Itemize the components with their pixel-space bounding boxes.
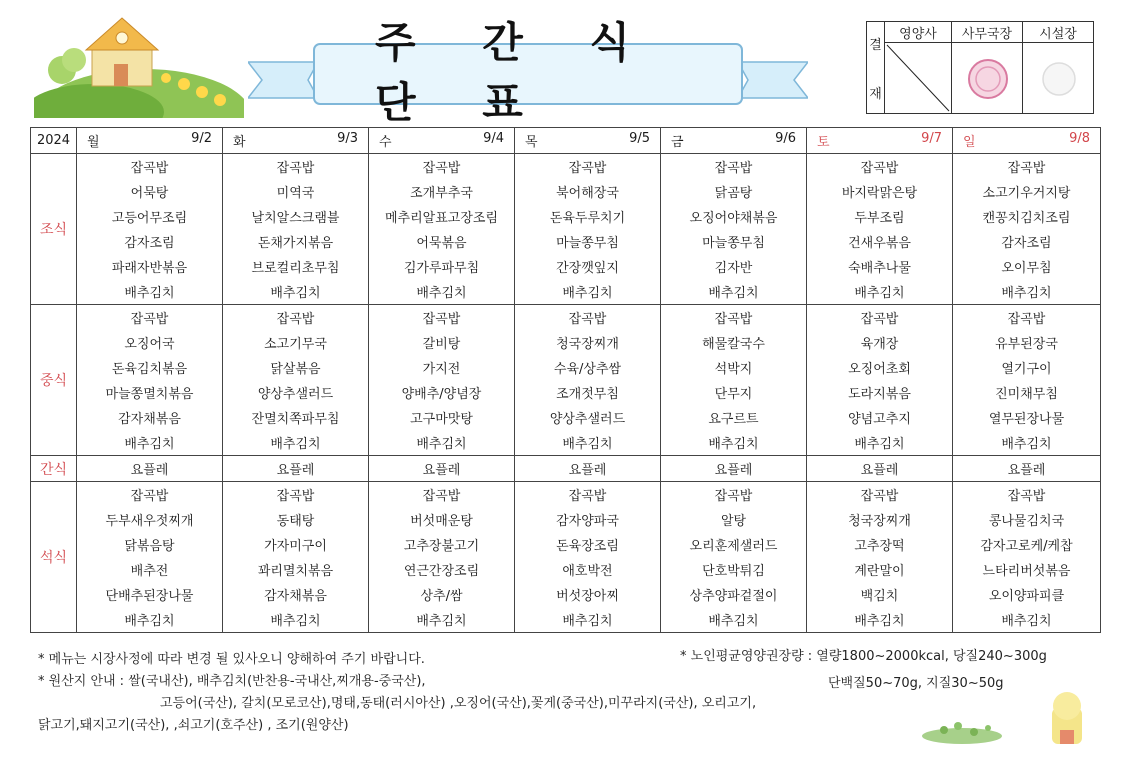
menu-item: 잡곡밥 <box>807 305 953 331</box>
menu-item: 단배추된장나물 <box>77 582 223 607</box>
menu-item: 닭살볶음 <box>223 355 369 380</box>
menu-item: 열기구이 <box>953 355 1101 380</box>
menu-item: 잡곡밥 <box>369 154 515 180</box>
menu-item: 배추김치 <box>807 430 953 456</box>
menu-item: 양상추샐러드 <box>515 405 661 430</box>
weekly-menu-table <box>30 127 1101 633</box>
menu-item: 배추김치 <box>369 279 515 305</box>
day-header-row <box>31 128 1101 154</box>
menu-item: 마늘쫑무침 <box>515 229 661 254</box>
menu-item: 육개장 <box>807 330 953 355</box>
menu-row <box>31 607 1101 633</box>
seal-stamp-icon <box>952 43 1022 113</box>
menu-row <box>31 482 1101 508</box>
menu-item: 파래자반볶음 <box>77 254 223 279</box>
house-hill-illustration <box>34 12 244 118</box>
menu-row <box>31 179 1101 204</box>
menu-item: 배추김치 <box>77 430 223 456</box>
menu-item: 동태탕 <box>223 507 369 532</box>
menu-item: 조개젓무침 <box>515 380 661 405</box>
approval-header-nutritionist: 영양사 <box>885 22 952 43</box>
day-header-sun: 일 9/8 <box>953 128 1101 154</box>
menu-item: 배추김치 <box>807 279 953 305</box>
menu-row <box>31 154 1101 180</box>
menu-item: 잡곡밥 <box>807 482 953 508</box>
day-header-wed: 수 9/4 <box>369 128 515 154</box>
menu-item: 느타리버섯볶음 <box>953 557 1101 582</box>
menu-item: 메추리알표고장조림 <box>369 204 515 229</box>
menu-item: 미역국 <box>223 179 369 204</box>
menu-item: 감자채볶음 <box>77 405 223 430</box>
menu-row <box>31 405 1101 430</box>
menu-item: 잔멸치쪽파무침 <box>223 405 369 430</box>
menu-item: 오이양파피클 <box>953 582 1101 607</box>
menu-item: 잡곡밥 <box>661 154 807 180</box>
menu-item: 어묵탕 <box>77 179 223 204</box>
garden-illustration <box>922 686 1102 750</box>
menu-item: 잡곡밥 <box>953 154 1101 180</box>
menu-item: 잡곡밥 <box>953 305 1101 331</box>
menu-item: 콩나물김치국 <box>953 507 1101 532</box>
signature-nutritionist <box>885 43 952 114</box>
menu-item: 잡곡밥 <box>661 305 807 331</box>
menu-item: 건새우볶음 <box>807 229 953 254</box>
menu-item: 어묵볶음 <box>369 229 515 254</box>
menu-item: 열무된장나물 <box>953 405 1101 430</box>
menu-item: 유부된장국 <box>953 330 1101 355</box>
menu-item: 도라지볶음 <box>807 380 953 405</box>
menu-item: 소고기무국 <box>223 330 369 355</box>
menu-item: 배추김치 <box>223 430 369 456</box>
menu-item: 꽈리멸치볶음 <box>223 557 369 582</box>
approval-header-director: 시설장 <box>1023 22 1094 43</box>
menu-item: 바지락맑은탕 <box>807 179 953 204</box>
year-cell: 2024 <box>31 128 77 154</box>
menu-item: 캔꽁치김치조림 <box>953 204 1101 229</box>
meal-label: 간식 <box>31 456 77 482</box>
menu-item: 잡곡밥 <box>369 305 515 331</box>
menu-item: 김자반 <box>661 254 807 279</box>
approval-box <box>866 21 1094 114</box>
menu-row <box>31 456 1101 482</box>
day-header-mon: 월 9/2 <box>77 128 223 154</box>
origin-line-3: 닭고기,돼지고기(국산), ,쇠고기(호주산) , 조기(원양산) <box>38 718 349 733</box>
menu-item: 배추김치 <box>661 430 807 456</box>
menu-row <box>31 507 1101 532</box>
menu-item: 김가루파무침 <box>369 254 515 279</box>
menu-item: 알탕 <box>661 507 807 532</box>
menu-row <box>31 355 1101 380</box>
day-header-fri: 금 9/6 <box>661 128 807 154</box>
menu-item: 배추김치 <box>223 607 369 633</box>
menu-item: 잡곡밥 <box>807 154 953 180</box>
menu-item: 요플레 <box>223 456 369 482</box>
menu-item: 잡곡밥 <box>661 482 807 508</box>
menu-item: 연근간장조림 <box>369 557 515 582</box>
menu-item: 단무지 <box>661 380 807 405</box>
menu-item: 돈육장조림 <box>515 532 661 557</box>
menu-body <box>31 154 1101 633</box>
menu-item: 배추김치 <box>953 607 1101 633</box>
menu-row <box>31 582 1101 607</box>
menu-item: 잡곡밥 <box>223 482 369 508</box>
menu-item: 날치알스크램블 <box>223 204 369 229</box>
menu-item: 오징어국 <box>77 330 223 355</box>
day-header-thu: 목 9/5 <box>515 128 661 154</box>
menu-item: 배추김치 <box>77 279 223 305</box>
menu-item: 단호박튀김 <box>661 557 807 582</box>
menu-item: 진미채무침 <box>953 380 1101 405</box>
menu-item: 감자조림 <box>77 229 223 254</box>
menu-item: 오리훈제샐러드 <box>661 532 807 557</box>
menu-item: 배추김치 <box>369 430 515 456</box>
menu-item: 고구마맛탕 <box>369 405 515 430</box>
menu-item: 마늘쫑무침 <box>661 229 807 254</box>
menu-item: 잡곡밥 <box>77 154 223 180</box>
menu-item: 버섯장아찌 <box>515 582 661 607</box>
menu-item: 돈육김치볶음 <box>77 355 223 380</box>
menu-item: 양배추/양념장 <box>369 380 515 405</box>
menu-item: 가지전 <box>369 355 515 380</box>
menu-row <box>31 305 1101 331</box>
menu-item: 배추김치 <box>515 430 661 456</box>
menu-item: 갈비탕 <box>369 330 515 355</box>
menu-item: 요구르트 <box>661 405 807 430</box>
meal-label: 중식 <box>31 305 77 456</box>
menu-item: 요플레 <box>515 456 661 482</box>
menu-item: 숙배추나물 <box>807 254 953 279</box>
menu-row <box>31 330 1101 355</box>
menu-item: 오이무침 <box>953 254 1101 279</box>
menu-item: 두부새우젓찌개 <box>77 507 223 532</box>
page-title: 주 간 식 단 표 <box>375 18 656 127</box>
menu-item: 조개부추국 <box>369 179 515 204</box>
menu-item: 배추김치 <box>223 279 369 305</box>
menu-item: 청국장찌개 <box>807 507 953 532</box>
menu-item: 요플레 <box>661 456 807 482</box>
menu-item: 상추/쌈 <box>369 582 515 607</box>
menu-item: 요플레 <box>953 456 1101 482</box>
menu-item: 상추양파겉절이 <box>661 582 807 607</box>
menu-item: 잡곡밥 <box>953 482 1101 508</box>
menu-item: 잡곡밥 <box>369 482 515 508</box>
menu-item: 애호박전 <box>515 557 661 582</box>
origin-line-2: 고등어(국산), 갈치(모로코산),명태,동태(러시아산) ,오징어(국산),꽃게(중국산),미꾸라지(국산), 오리고기, <box>160 696 757 711</box>
menu-item: 잡곡밥 <box>515 154 661 180</box>
meal-label: 석식 <box>31 482 77 633</box>
menu-item: 잡곡밥 <box>223 154 369 180</box>
menu-item: 요플레 <box>807 456 953 482</box>
menu-item: 오징어초회 <box>807 355 953 380</box>
nutrition-line-1: * 노인평균영양권장량 : 열량1800~2000kcal, 당질240~300g <box>680 649 1047 664</box>
menu-item: 가자미구이 <box>223 532 369 557</box>
menu-item: 오징어야채볶음 <box>661 204 807 229</box>
menu-item: 배추김치 <box>369 607 515 633</box>
menu-item: 배추김치 <box>661 279 807 305</box>
menu-item: 브로컬리초무침 <box>223 254 369 279</box>
menu-item: 잡곡밥 <box>77 305 223 331</box>
menu-row <box>31 380 1101 405</box>
menu-item: 배추김치 <box>807 607 953 633</box>
menu-item: 고등어무조림 <box>77 204 223 229</box>
menu-item: 잡곡밥 <box>515 305 661 331</box>
menu-row <box>31 279 1101 305</box>
menu-item: 요플레 <box>369 456 515 482</box>
menu-row <box>31 557 1101 582</box>
menu-item: 수육/상추쌈 <box>515 355 661 380</box>
menu-item: 잡곡밥 <box>515 482 661 508</box>
menu-item: 배추전 <box>77 557 223 582</box>
menu-item: 배추김치 <box>953 279 1101 305</box>
menu-item: 계란말이 <box>807 557 953 582</box>
menu-item: 배추김치 <box>515 279 661 305</box>
menu-item: 백김치 <box>807 582 953 607</box>
menu-item: 잡곡밥 <box>223 305 369 331</box>
menu-item: 닭볶음탕 <box>77 532 223 557</box>
nutrition-line-2: 단백질50~70g, 지질30~50g <box>828 676 1004 691</box>
menu-row <box>31 254 1101 279</box>
menu-item: 마늘쫑멸치볶음 <box>77 380 223 405</box>
menu-item: 양상추샐러드 <box>223 380 369 405</box>
menu-row <box>31 204 1101 229</box>
menu-item: 석박지 <box>661 355 807 380</box>
approval-side-label: 결 재 <box>867 22 885 114</box>
menu-row <box>31 430 1101 456</box>
menu-item: 감자채볶음 <box>223 582 369 607</box>
faint-seal-icon <box>1023 43 1093 113</box>
origin-line-1: * 원산지 안내 : 쌀(국내산), 배추김치(반찬용-국내산,찌개용-중국산), <box>38 674 426 689</box>
menu-item: 감자양파국 <box>515 507 661 532</box>
signature-secretary <box>952 43 1023 114</box>
notice-line-1: * 메뉴는 시장사정에 따라 변경 될 있사오니 양해하여 주기 바랍니다. <box>38 652 425 667</box>
menu-item: 양념고추지 <box>807 405 953 430</box>
signature-director <box>1023 43 1094 114</box>
menu-item: 돈채가지볶음 <box>223 229 369 254</box>
menu-item: 요플레 <box>77 456 223 482</box>
menu-item: 두부조림 <box>807 204 953 229</box>
menu-item: 돈육두루치기 <box>515 204 661 229</box>
menu-item: 배추김치 <box>77 607 223 633</box>
menu-item: 버섯매운탕 <box>369 507 515 532</box>
meal-label: 조식 <box>31 154 77 305</box>
menu-item: 감자고로케/케찹 <box>953 532 1101 557</box>
approval-header-secretary: 사무국장 <box>952 22 1023 43</box>
menu-item: 고추장불고기 <box>369 532 515 557</box>
day-header-sat: 토 9/7 <box>807 128 953 154</box>
menu-row <box>31 532 1101 557</box>
menu-item: 닭곰탕 <box>661 179 807 204</box>
menu-item: 배추김치 <box>515 607 661 633</box>
strike-line-icon <box>885 43 951 113</box>
menu-item: 북어해장국 <box>515 179 661 204</box>
menu-item: 배추김치 <box>661 607 807 633</box>
menu-item: 해물칼국수 <box>661 330 807 355</box>
menu-item: 배추김치 <box>953 430 1101 456</box>
menu-item: 잡곡밥 <box>77 482 223 508</box>
day-header-tue: 화 9/3 <box>223 128 369 154</box>
menu-item: 고추장떡 <box>807 532 953 557</box>
menu-item: 감자조림 <box>953 229 1101 254</box>
menu-item: 간장깻잎지 <box>515 254 661 279</box>
menu-item: 소고기우거지탕 <box>953 179 1101 204</box>
menu-row <box>31 229 1101 254</box>
menu-item: 청국장찌개 <box>515 330 661 355</box>
